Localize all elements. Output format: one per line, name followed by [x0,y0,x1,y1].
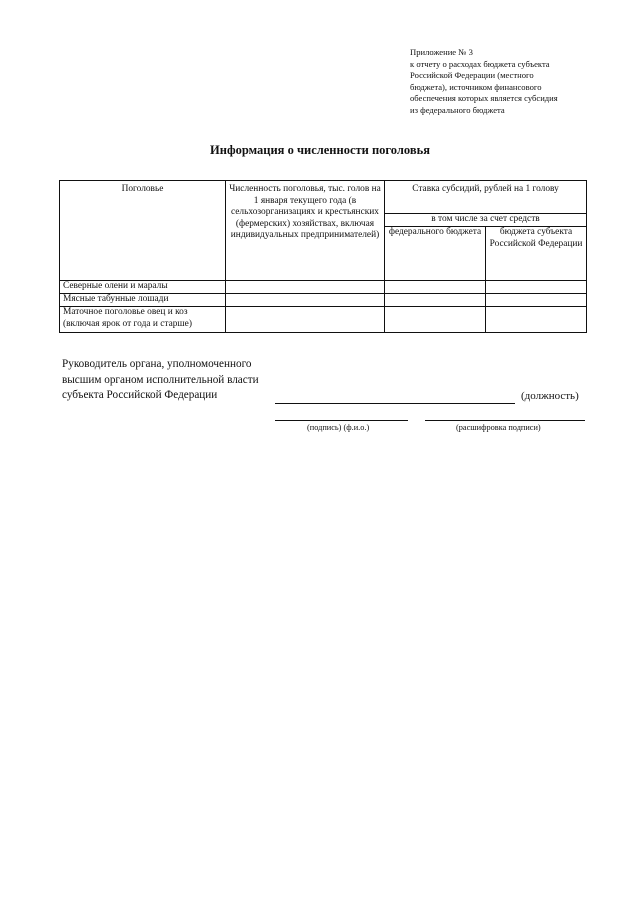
appendix-line: Российской Федерации (местного [410,70,534,81]
cell-regional[interactable] [486,281,587,294]
cell-federal[interactable] [385,307,486,333]
appendix-note [410,47,610,117]
header-count: Численность поголовья, тыс. голов на 1 января текущего года (в сельхозорганизациях и крестьянских (фермерских) хозяйствах, включая индивидуальных предпринимателей) [226,181,385,281]
cell-regional[interactable] [486,307,587,333]
leader-block [62,357,302,404]
livestock-table [59,180,587,333]
cell-federal[interactable] [385,281,486,294]
position-label: (должность) [521,390,579,402]
leader-line: высшим органом исполнительной власти [62,373,259,386]
table-row [60,281,587,294]
header-rate: Ставка субсидий, рублей на 1 голову [385,181,587,214]
cell-count[interactable] [226,307,385,333]
appendix-line: Приложение № 3 [410,47,473,57]
cell-count[interactable] [226,281,385,294]
row-label: Мясные табунные лошади [60,294,226,307]
table-row [60,307,587,333]
header-livestock: Поголовье [60,181,226,281]
decoding-caption: (расшифровка подписи) [456,423,541,432]
cell-federal[interactable] [385,294,486,307]
leader-line: Руководитель органа, уполномоченного [62,358,252,370]
row-label: Маточное поголовье овец и коз (включая ярок от года и старше) [60,307,226,333]
decoding-line[interactable] [425,420,585,421]
table-row [60,294,587,307]
position-line[interactable] [275,403,515,404]
cell-count[interactable] [226,294,385,307]
signature-caption: (подпись) (ф.и.о.) [307,423,370,432]
signature-line[interactable] [275,420,408,421]
appendix-line: бюджета), источником финансового [410,81,542,92]
header-federal: федерального бюджета [385,227,486,281]
appendix-line: из федерального бюджета [410,104,505,115]
appendix-line: к отчету о расходах бюджета субъекта [410,58,550,69]
cell-regional[interactable] [486,294,587,307]
header-regional: бюджета субъекта Российской Федерации [486,227,587,281]
document-title: Информация о численности поголовья [210,143,430,157]
appendix-line: обеспечения которых является субсидия [410,93,558,104]
leader-line: субъекта Российской Федерации [62,389,218,401]
header-including: в том числе за счет средств [385,214,587,227]
row-label: Северные олени и маралы [60,281,226,294]
